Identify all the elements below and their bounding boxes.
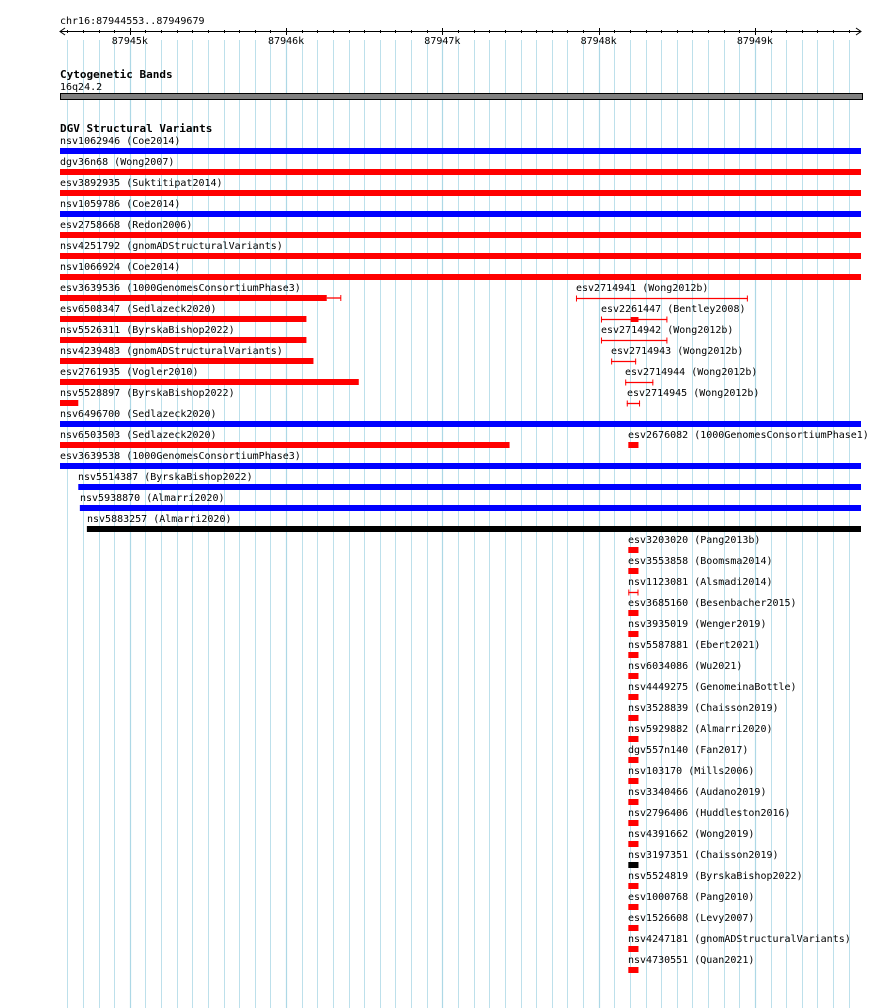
sv-feature-label[interactable]: nsv6034086 (Wu2021)	[628, 661, 743, 672]
cytoband-bar[interactable]	[61, 94, 863, 100]
sv-feature-bar[interactable]	[60, 169, 861, 175]
sv-feature-label[interactable]: esv2714941 (Wong2012b)	[576, 283, 709, 294]
sv-feature-bar[interactable]	[60, 253, 861, 259]
sv-feature-bar[interactable]	[628, 967, 638, 973]
sv-feature-label[interactable]: esv3553858 (Boomsma2014)	[628, 556, 773, 567]
sv-feature-bar[interactable]	[628, 694, 638, 700]
sv-feature[interactable]	[628, 640, 760, 658]
sv-feature-label[interactable]: esv2714944 (Wong2012b)	[625, 367, 758, 378]
sv-feature[interactable]	[60, 178, 861, 196]
sv-feature-label[interactable]: esv2676082 (1000GenomesConsortiumPhase1)	[628, 430, 869, 441]
sv-feature-core[interactable]	[631, 317, 639, 322]
sv-feature-label[interactable]: nsv4239483 (gnomADStructuralVariants)	[60, 346, 283, 357]
sv-feature[interactable]	[60, 367, 359, 385]
sv-feature[interactable]	[628, 913, 754, 931]
sv-feature-label[interactable]: esv6508347 (Sedlazeck2020)	[60, 304, 217, 315]
sv-feature-bar[interactable]	[628, 652, 638, 658]
sv-feature-bar[interactable]	[628, 757, 638, 763]
sv-feature[interactable]	[628, 808, 791, 826]
sv-feature-bar[interactable]	[628, 442, 638, 448]
sv-feature[interactable]	[78, 472, 861, 490]
sv-feature-bar[interactable]	[60, 337, 306, 343]
ruler-tick-label: 87946k	[268, 36, 305, 47]
sv-feature-bar[interactable]	[60, 379, 359, 385]
sv-feature[interactable]	[60, 136, 861, 154]
sv-feature-bar[interactable]	[628, 715, 638, 721]
sv-feature-bar[interactable]	[628, 883, 638, 889]
sv-feature-bar[interactable]	[628, 841, 638, 847]
sv-feature-bar[interactable]	[628, 799, 638, 805]
sv-feature[interactable]	[87, 514, 861, 532]
sv-feature[interactable]	[60, 304, 306, 322]
sv-feature[interactable]	[625, 367, 757, 386]
sv-feature[interactable]	[60, 157, 861, 175]
sv-feature-label[interactable]: esv1526608 (Levy2007)	[628, 913, 755, 924]
sv-feature-bar[interactable]	[60, 358, 313, 364]
cytoband-track-title: Cytogenetic Bands	[60, 68, 173, 81]
sv-feature-label[interactable]: esv2714945 (Wong2012b)	[627, 388, 760, 399]
sv-feature[interactable]	[628, 829, 754, 847]
sv-feature-label[interactable]: nsv1066924 (Coe2014)	[60, 262, 181, 273]
sv-feature-bar[interactable]	[628, 778, 638, 784]
sv-feature-bar[interactable]	[628, 946, 638, 952]
ruler-tick-label: 87949k	[736, 36, 773, 47]
sv-feature-label[interactable]: esv2758668 (Redon2006)	[60, 220, 193, 231]
sv-feature-label[interactable]: esv3639538 (1000GenomesConsortiumPhase3)	[60, 451, 301, 462]
sv-feature-label[interactable]: esv2714942 (Wong2012b)	[601, 325, 734, 336]
sv-feature-label[interactable]: nsv6496700 (Sedlazeck2020)	[60, 409, 217, 420]
sv-feature[interactable]	[628, 556, 773, 574]
sv-feature[interactable]	[601, 304, 746, 323]
sv-feature[interactable]	[60, 451, 861, 469]
ruler-tick-label: 87948k	[580, 36, 617, 47]
sv-feature[interactable]	[628, 619, 766, 637]
sv-feature[interactable]	[80, 493, 861, 511]
sv-feature-label[interactable]: dgv557n140 (Fan2017)	[628, 745, 749, 756]
sv-feature-bar[interactable]	[628, 568, 638, 574]
sv-feature-label[interactable]: nsv5883257 (Almarri2020)	[87, 514, 232, 525]
sv-feature-label[interactable]: dgv36n68 (Wong2007)	[60, 157, 175, 168]
sv-feature-bar[interactable]	[60, 463, 861, 469]
cytoband-label[interactable]: 16q24.2	[60, 82, 103, 93]
sv-feature-bar[interactable]	[78, 484, 861, 490]
sv-feature-label[interactable]: esv3203020 (Pang2013b)	[628, 535, 761, 546]
sv-feature-label[interactable]: esv3892935 (Suktitipat2014)	[60, 178, 223, 189]
sv-feature[interactable]	[628, 787, 766, 805]
sv-feature[interactable]	[60, 346, 313, 364]
sv-feature[interactable]	[576, 283, 748, 302]
sv-feature[interactable]	[628, 535, 760, 553]
region-label: chr16:87944553..87949679	[60, 16, 205, 27]
sv-feature[interactable]	[60, 409, 861, 427]
sv-feature-bar[interactable]	[60, 148, 861, 154]
sv-feature-label[interactable]: esv2714943 (Wong2012b)	[611, 346, 744, 357]
sv-feature[interactable]	[60, 199, 861, 217]
sv-feature[interactable]	[60, 262, 861, 280]
sv-feature-label[interactable]: nsv4391662 (Wong2019)	[628, 829, 755, 840]
sv-feature-label[interactable]: nsv4730551 (Quan2021)	[628, 955, 755, 966]
sv-feature-bar[interactable]	[60, 232, 861, 238]
sv-feature-label[interactable]: nsv5929882 (Almarri2020)	[628, 724, 773, 735]
sv-feature[interactable]	[628, 892, 754, 910]
sv-feature-label[interactable]: nsv1062946 (Coe2014)	[60, 136, 181, 147]
sv-feature-bar[interactable]	[628, 547, 638, 553]
sv-feature-label[interactable]: nsv103170 (Mills2006)	[628, 766, 755, 777]
sv-feature-label[interactable]: nsv2796406 (Huddleston2016)	[628, 808, 791, 819]
sv-feature-label[interactable]: nsv6503503 (Sedlazeck2020)	[60, 430, 217, 441]
sv-feature-label[interactable]: nsv3197351 (Chaisson2019)	[628, 850, 779, 861]
sv-feature-label[interactable]: nsv5524819 (ByrskaBishop2022)	[628, 871, 803, 882]
sv-feature-bar[interactable]	[60, 190, 861, 196]
sv-feature-bar[interactable]	[80, 505, 861, 511]
sv-feature-label[interactable]: nsv3935019 (Wenger2019)	[628, 619, 767, 630]
sv-feature-bar[interactable]	[628, 925, 638, 931]
sv-feature-bar[interactable]	[87, 526, 861, 532]
sv-feature[interactable]	[628, 661, 742, 679]
sv-feature[interactable]	[60, 241, 861, 259]
sv-feature-bar[interactable]	[60, 316, 306, 322]
sv-feature-bar[interactable]	[628, 862, 638, 868]
dgv-track-title: DGV Structural Variants	[60, 122, 213, 135]
ruler-tick-label: 87947k	[424, 36, 461, 47]
sv-feature-label[interactable]: nsv4449275 (GenomeinaBottle)	[628, 682, 797, 693]
sv-feature-bar[interactable]	[60, 295, 327, 301]
sv-feature-label[interactable]: esv1000768 (Pang2010)	[628, 892, 755, 903]
sv-feature-bar[interactable]	[628, 736, 638, 742]
sv-feature-bar[interactable]	[628, 820, 638, 826]
sv-feature-bar[interactable]	[628, 904, 638, 910]
sv-feature-label[interactable]: esv2761935 (Vogler2010)	[60, 367, 199, 378]
dgv-feature-list	[60, 136, 869, 973]
sv-feature[interactable]	[628, 430, 869, 448]
sv-feature-label[interactable]: nsv5587881 (Ebert2021)	[628, 640, 761, 651]
sv-feature-label[interactable]: nsv1059786 (Coe2014)	[60, 199, 181, 210]
sv-feature-bar[interactable]	[60, 442, 510, 448]
sv-feature-label[interactable]: esv2261447 (Bentley2008)	[601, 304, 746, 315]
sv-feature-label[interactable]: esv3639536 (1000GenomesConsortiumPhase3)	[60, 283, 301, 294]
sv-feature[interactable]	[628, 745, 748, 763]
sv-feature-label[interactable]: nsv1123081 (Alsmadi2014)	[628, 577, 773, 588]
sv-feature-label[interactable]: nsv5528897 (ByrskaBishop2022)	[60, 388, 235, 399]
sv-feature[interactable]	[628, 724, 773, 742]
sv-feature-label[interactable]: nsv5514387 (ByrskaBishop2022)	[78, 472, 253, 483]
ruler-tick-label: 87945k	[111, 36, 148, 47]
sv-feature-label[interactable]: nsv3340466 (Audano2019)	[628, 787, 767, 798]
sv-feature-label[interactable]: nsv3528839 (Chaisson2019)	[628, 703, 779, 714]
sv-feature[interactable]	[628, 766, 754, 784]
sv-feature-bar[interactable]	[60, 421, 861, 427]
sv-feature-bar[interactable]	[628, 610, 638, 616]
sv-feature[interactable]	[60, 283, 341, 301]
sv-feature-label[interactable]: nsv4247181 (gnomADStructuralVariants)	[628, 934, 851, 945]
position-ruler[interactable]	[60, 28, 861, 47]
sv-feature-label[interactable]: nsv5938870 (Almarri2020)	[80, 493, 225, 504]
sv-feature[interactable]	[628, 871, 803, 889]
sv-feature[interactable]	[60, 220, 861, 238]
sv-feature-bar[interactable]	[60, 211, 861, 217]
sv-feature-bar[interactable]	[60, 274, 861, 280]
sv-feature-bar[interactable]	[628, 673, 638, 679]
sv-feature-bar[interactable]	[60, 400, 78, 406]
sv-feature[interactable]	[60, 325, 306, 343]
sv-feature-bar[interactable]	[628, 631, 638, 637]
sv-feature-label[interactable]: esv3685160 (Besenbacher2015)	[628, 598, 797, 609]
sv-feature[interactable]	[628, 955, 754, 973]
sv-feature-label[interactable]: nsv4251792 (gnomADStructuralVariants)	[60, 241, 283, 252]
sv-feature-label[interactable]: nsv5526311 (ByrskaBishop2022)	[60, 325, 235, 336]
sv-feature[interactable]	[601, 325, 733, 344]
sv-feature[interactable]	[628, 577, 773, 596]
